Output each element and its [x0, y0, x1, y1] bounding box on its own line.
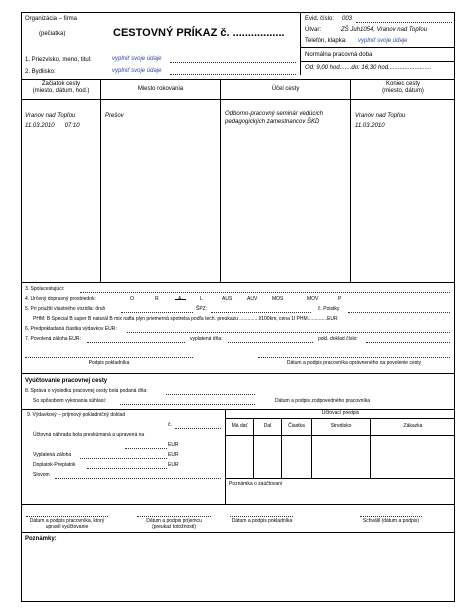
- item-7-doc: pokl. doklad číslo:: [318, 336, 358, 342]
- name-label: 1. Priezvisko, meno, titul:: [25, 57, 92, 63]
- reimbursement-label: Účtovná náhrada bola preskúmaná a upravená na: [33, 432, 145, 438]
- item-8: 8. Správa o výsledku pracovnej cesty bola podaná dňa:: [25, 388, 148, 394]
- item-5-fuel: PHM: B Special B super B naturál B mix nafta plyn priemerná spotreba podľa tech. preukazu ..............l/100km, cena 1l PHM..............EUR: [33, 316, 338, 322]
- accounting-title: Účtovací predpis: [321, 410, 360, 416]
- item-7-paid: vyplatená dňa:: [190, 336, 223, 342]
- approver-signature: Dátum a podpis pracovníka oprávneného na povolenie cesty: [286, 360, 422, 366]
- col-start-header: Začiatok cesty (miesto, dátum, hod.): [32, 81, 90, 95]
- extra-eur: EUR: [168, 462, 179, 468]
- cashier-footer-signature: Dátum a podpis pokladníka: [231, 518, 293, 524]
- end-place: Vranov nad Topľou: [355, 113, 406, 119]
- work-time-value: Od: 9,00 hod.......do: 16,30 hod..........................: [305, 65, 432, 71]
- col-end-header: Koniec cesty (miesto, dátum): [382, 81, 424, 95]
- approved-signature: Schválil (dátum a podpis): [362, 518, 420, 524]
- cashier-signature: Podpis pokladníka: [88, 360, 130, 366]
- transport-a-strike: [175, 296, 186, 302]
- item-5-policy: č. Poistky: [318, 306, 340, 312]
- transport-l[interactable]: L: [200, 296, 203, 302]
- stamp-label: (pečiatka): [39, 31, 66, 37]
- start-place: Vranov nad Topľou: [25, 113, 76, 119]
- address-label: 2. Bydlisko:: [25, 69, 56, 75]
- page-title: CESTOVNÝ PRÍKAZ č. .................: [113, 27, 285, 39]
- col-purpose-header: Účel cesty: [271, 86, 300, 92]
- item-5-plate: ŠPZ:: [196, 306, 208, 312]
- acc-col-center: Stredisko: [330, 423, 352, 429]
- name-value[interactable]: vyplniť svoje údaje: [112, 56, 162, 62]
- item-4: 4. Určený dopravný prostriedok:: [25, 296, 96, 302]
- advance-label: Vyplatená záloha: [33, 452, 72, 458]
- col-meeting-header: Miesto rokovania: [137, 86, 184, 92]
- utvar-value: ZŠ Juh1054, Vranov nad Topľou: [341, 27, 428, 33]
- advance-eur: EUR: [168, 452, 179, 458]
- accounting-note: Poznámka o zaúčtovaní: [229, 481, 283, 487]
- item-3: 3. Spolucestujúci:: [25, 286, 65, 292]
- header-divider: [300, 12, 301, 75]
- transport-p[interactable]: P: [338, 296, 342, 302]
- reimbursement-eur: EUR: [168, 442, 179, 448]
- acc-col-order: Zákazka: [403, 423, 423, 429]
- acc-col-credit: Dal: [263, 423, 272, 429]
- utvar-label: Útvar:: [305, 27, 322, 33]
- recipient-signature: Dátum a podpis príjemcu (preukaz totožnosti): [146, 518, 202, 530]
- item-7-advance: 7. Povolená záloha EUR:: [25, 336, 81, 342]
- billing-title: Vyúčtovanie pracovnej cesty: [25, 378, 108, 384]
- extra-label: Doplatok-Preplatok: [33, 462, 76, 468]
- transport-auv[interactable]: AUV: [247, 296, 258, 302]
- item-8-approval: So spôsobom vykonania súhlasí:: [33, 398, 107, 404]
- transport-aus[interactable]: AUS: [222, 296, 233, 302]
- evid-label: Evid. číslo:: [305, 16, 335, 22]
- org-label: Organizácia – firma: [25, 16, 78, 22]
- responsible-signature: Dátum a podpis zodpovedného pracovníka: [275, 398, 371, 404]
- words-label: Slovom: [33, 472, 50, 478]
- doc-number-label: č.: [168, 422, 172, 428]
- meeting-place: Prešov: [105, 113, 124, 119]
- phone-value: vyplniť svoje údaje: [358, 38, 408, 44]
- phone-label: Telefón, klapka:: [305, 38, 347, 44]
- item-5-type: 5. Pri použití vlastného vozidla: druh: [25, 306, 106, 312]
- transport-mos[interactable]: MOS: [272, 296, 284, 302]
- end-date: 11.03.2010: [355, 123, 385, 129]
- item-6: 6. Predpokladaná čiastka výdavkov EUR:: [25, 326, 117, 332]
- evid-value: 003: [342, 16, 353, 22]
- transport-o[interactable]: O: [130, 296, 134, 302]
- notes-label: Poznámky:: [25, 536, 57, 542]
- address-value[interactable]: vyplniť svoje údaje: [112, 68, 162, 74]
- transport-r[interactable]: R: [155, 296, 159, 302]
- item-9: 9. Výdavkový – príjmový pokladničný doklad: [27, 412, 126, 418]
- adjuster-signature: Dátum a podpis pracovníka, ktorý upravil vyúčtovanie: [29, 518, 105, 530]
- transport-mov[interactable]: MOV: [307, 296, 319, 302]
- start-date: 11.03.2010 07:10: [25, 123, 80, 129]
- acc-col-amount: Čiastka: [288, 423, 305, 429]
- acc-col-debit: Má dať: [231, 423, 248, 429]
- work-time-label: Normálna pracovná doba: [305, 52, 373, 58]
- trip-purpose: Odborno-pracovný seminár vedúcich pedagogických zamestnancov ŠKD: [225, 111, 324, 125]
- transport-a[interactable]: A: [178, 296, 182, 302]
